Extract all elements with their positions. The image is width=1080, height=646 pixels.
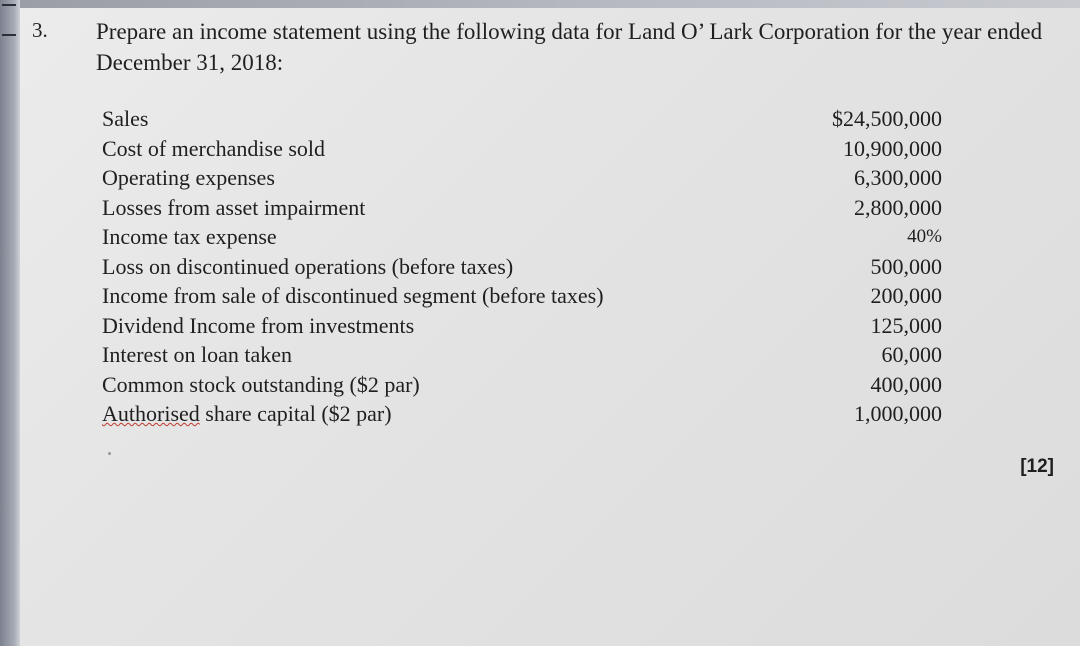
list-item [102, 401, 942, 431]
item-label: Dividend Income from investments [102, 312, 415, 338]
stray-mark [108, 452, 111, 455]
left-edge-strip [0, 0, 20, 646]
question-number: 3. [32, 18, 48, 42]
item-value: 2,800,000 [854, 194, 942, 220]
item-value: 60,000 [881, 342, 942, 367]
list-item [102, 106, 942, 136]
list-item [102, 313, 942, 343]
item-label: Income from sale of discontinued segment (before taxes) [102, 283, 604, 308]
list-item [102, 165, 942, 195]
item-value: 500,000 [870, 253, 942, 279]
item-value: 125,000 [870, 312, 942, 338]
item-label: Losses from asset impairment [102, 194, 366, 220]
question-prompt: Prepare an income statement using the following data for Land O’ Lark Corporation for the year ended December 31, 2018: [96, 19, 1043, 75]
spellcheck-flagged-word[interactable]: Authorised [102, 401, 200, 426]
edge-tick [2, 4, 16, 6]
item-value: 40% [907, 226, 942, 247]
item-label-rest: share capital ($2 par) [199, 401, 392, 426]
marks-allocation: [12] [1020, 456, 1054, 477]
list-item [102, 342, 942, 372]
item-label: Common stock outstanding ($2 par) [102, 371, 420, 397]
item-value: $24,500,000 [832, 106, 942, 131]
item-value: 10,900,000 [843, 135, 942, 161]
item-label: Income tax expense [102, 224, 277, 249]
item-label [102, 401, 392, 427]
list-item [102, 372, 942, 402]
item-label: Operating expenses [102, 165, 275, 190]
list-item [102, 224, 942, 254]
list-item [102, 283, 942, 313]
item-value: 1,000,000 [854, 401, 942, 426]
item-value: 200,000 [870, 283, 942, 308]
list-item [102, 195, 942, 225]
item-label: Interest on loan taken [102, 342, 292, 367]
item-value: 6,300,000 [854, 165, 942, 190]
item-label: Sales [102, 106, 149, 131]
list-item [102, 136, 942, 166]
item-label: Cost of merchandise sold [102, 135, 326, 161]
item-value: 400,000 [870, 371, 942, 397]
list-item [102, 254, 942, 284]
data-list [102, 106, 942, 431]
item-label: Loss on discontinued operations (before taxes) [102, 253, 514, 279]
edge-tick [2, 34, 16, 36]
top-edge-strip [0, 0, 1080, 8]
